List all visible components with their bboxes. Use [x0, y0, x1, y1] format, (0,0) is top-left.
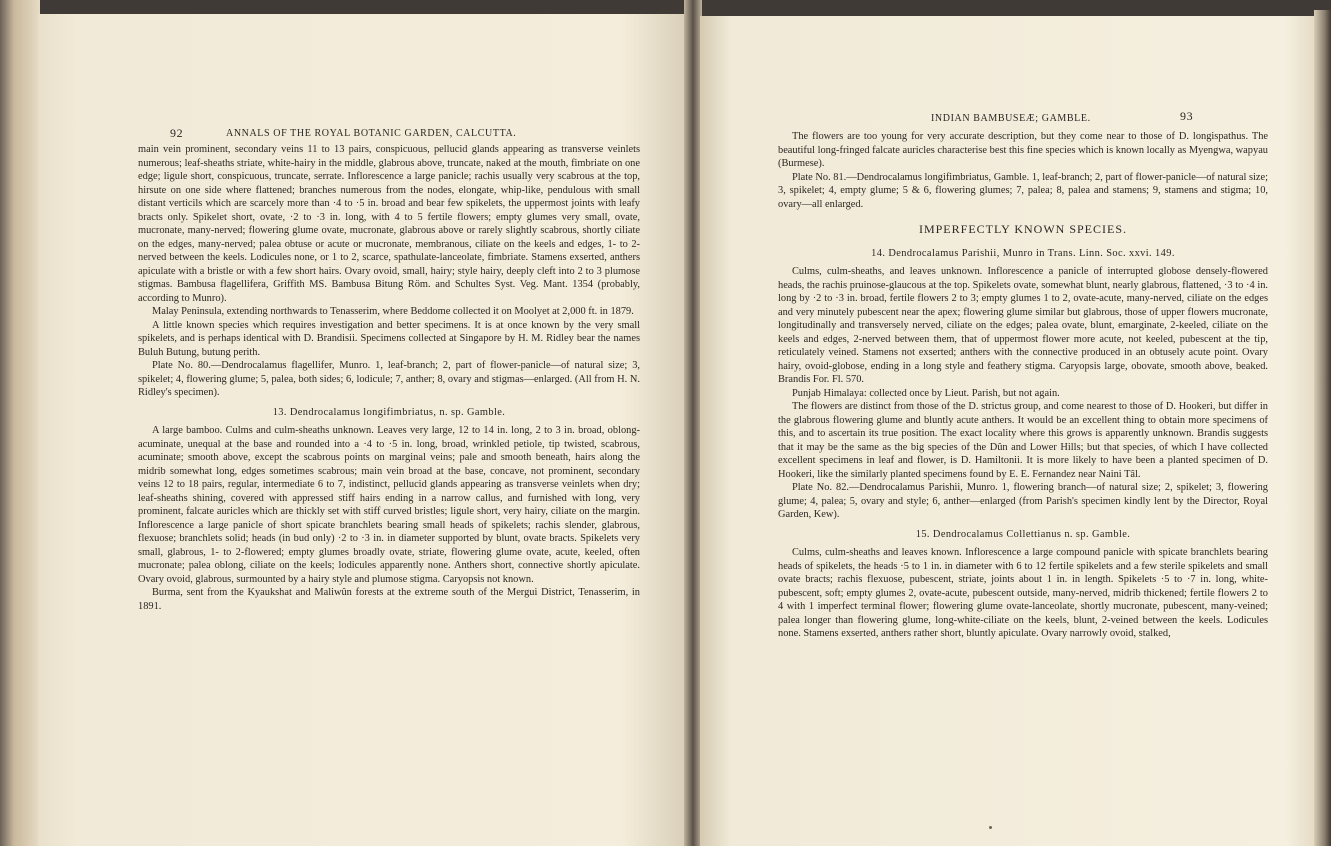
- paragraph: The flowers are too young for very accurate description, but they come near to those of D. longispathus. The beautiful long-fringed falcate auricles characterise best this fine species which is known locally as Myengwa, wapyau (Burmese).: [778, 131, 1268, 169]
- paragraph: Punjab Himalaya: collected once by Lieut. Parish, but not again.: [792, 387, 1060, 399]
- species-heading: 14. Dendrocalamus Parishii, Munro in Trans. Linn. Soc. xxvi. 149.: [871, 247, 1175, 259]
- species-heading: 13. Dendrocalamus longifimbriatus, n. sp. Gamble.: [272, 406, 506, 418]
- paragraph: Burma, sent from the Kyaukshat and Maliwûn forests at the extreme south of the Mergui District, Tenasserim, in 1891.: [138, 587, 640, 612]
- running-head-left: ANNALS OF THE ROYAL BOTANIC GARDEN, CALCUTTA.: [226, 128, 517, 139]
- running-head-right: INDIAN BAMBUSEÆ; GAMBLE.: [931, 113, 1091, 124]
- paper-fleck: [989, 826, 992, 829]
- book-binding-left: [0, 0, 40, 846]
- plate-caption: Plate No. 81.—Dendrocalamus longifimbriatus, Gamble. 1, leaf-branch; 2, part of flower-panicle—of natural size; 3, spikelet; 4, empty glume; 5 & 6, flowering glumes; 7, palea; 8, palea and stamens; 9, stamens and stigma; 10, ovary—all enlarged.: [778, 171, 1268, 210]
- paragraph: A little known species which requires investigation and better specimens. It is at once known by the very small spikelets, and is perhaps identical with D. Brandisii. Specimens collected at Singapore by H. M. Ridley bear the names Buluh Butung, butung perith.: [138, 319, 640, 358]
- plate-caption: Plate No. 82.—Dendrocalamus Parishii, Munro. 1, flowering branch—of natural size; 2, spikelet; 3, flowering glume; 4, palea; 5, ovary and style; 6, anther—enlarged (from Parish's specimen kindly lent by the Director, Royal Garden, Kew).: [778, 482, 1268, 520]
- paragraph: A large bamboo. Culms and culm-sheaths unknown. Leaves very large, 12 to 14 in. long, 2 to 3 in. broad, oblong-acuminate, unequal at the base and rounded into a ·4 to ·5 in. long, broad, wrinkled petiole, tip twisted, scabrous, acuminate; smooth above, except the scabrous points on marginal veins; pale and smooth beneath, hairs along the midrib somewhat long, edges sometimes scabrous; main vein broad at the base, concave, not prominent, secondary veins 12 to 18 pairs, regular, intermediate 6 to 7, indistinct, pellucid glands appearing as transverse veinlets when dry; leaf-sheaths shining, covered with appressed stiff hairs ending in a narrow callus, and furnished with long, very prominent, falcate auricles which are thickly set with stiff curved bristles; ligule short, very hairy, ciliate on the margin. Inflorescence a large panicle of short spicate branchlets bearing small heads of spikelets; rachis slender, glabrous, flexuose; branchlets solid; heads (in bud only) ·2 to ·3 in. in diameter supported by blunt, ovate bracts. Spikelets very small, glabrous, 1- to 2-flowered; empty glumes broadly ovate, striate, flowering glume ovate, acute, keeled, often mucronate; palea oblong, ciliate on the keels; lodicules apparently none. Anthers short, connective shortly apiculate. Ovary ovoid, glabrous, surmounted by a hairy style and plumose stigma. Caryopsis not known.: [138, 425, 640, 585]
- plate-caption: Plate No. 80.—Dendrocalamus flagellifer, Munro. 1, leaf-branch; 2, part of flower-panicle—of natural size; 3, spikelet; 4, flowering glume; 5, palea, both sides; 6, lodicule; 7, anther; 8, ovary and stigmas—enlarged. (All from H. N. Ridley's specimen).: [138, 360, 640, 398]
- section-heading: IMPERFECTLY KNOWN SPECIES.: [918, 222, 1128, 236]
- right-text-column: [778, 130, 1268, 641]
- right-page: [700, 16, 1317, 846]
- paragraph: The flowers are distinct from those of the D. strictus group, and come nearest to those of D. Hookeri, but differ in the glabrous flowering glume and bluntly acute anthers. It would be an excellent thing to obtain more specimens of this, and to ascertain its true position. The exact locality where this grows is apparently unknown. Brandis suggests that it may be the same as the big species of the Dûn and Lower Hills; but that species, of which I have collected excellent specimens in leaf and flower, is D. Hamiltonii. It is more likely to have been a planted specimen of D. Hookeri, like the similarly planted specimens found by E. E. Fernandez near Naini Tâl.: [778, 401, 1268, 480]
- paragraph: Culms, culm-sheaths, and leaves unknown. Inflorescence a panicle of interrupted globose densely-flowered heads, the rachis pruinose-glaucous at the top. Spikelets ovate, somewhat blunt, nearly glabrous, flattened, ·3 to ·4 in. long by ·2 to ·3 in. broad, fertile flowers 2 to 3; empty glumes 1 to 2, ovate-acute, many-nerved, ciliate on the edges and very minutely pubescent near the apex; flowering glume similar but glabrous, those of upper flowers mucronate, longitudinally and transversely nerved, ciliate on the edges; palea ovate, blunt, emarginate, 2-keeled, ciliate on the keels and edges, 2-nerved between them, that of uppermost flower more acute, not keeled, pubescent at the tip, reticulately veined. Stamens not exserted; anthers with the connective produced in an obtusely acute point. Ovary hairy, ovoid-globose, ending in a long style and feathery stigma. Caryopsis large, obovate, smooth above, beaked. Brandis For. Fl. 570.: [778, 266, 1268, 385]
- species-heading: 15. Dendrocalamus Collettianus n. sp. Gamble.: [915, 528, 1131, 540]
- paragraph: main vein prominent, secondary veins 11 to 13 pairs, conspicuous, pellucid glands appearing as transverse veinlets numerous; leaf-sheaths striate, white-hairy in the middle, glabrous above, truncate, naked at the mouth, fimbriate on one edge; ligule short, conspicuous, truncate, serrate. Inflorescence a large panicle; rachis usually very scabrous at the top, hirsute on one side where flattened; branches numerous from the nodes, elongate, whip-like, pendulous with small distant verticils which are scarcely more than ·4 to ·5 in. broad and bear few spikelets, the uppermost joints with leafy bracts only. Spikelet short, ovate, ·2 to ·3 in. long, with 4 to 5 fertile flowers; empty glumes very small, ovate, mucronate, many-nerved; flowering glume ovate, mucronate, glabrous above or rarely slightly scabrous, shortly ciliate on the edges, many-nerved; palea obtuse or acute or mucronate, membranous, ciliate on the keels and edges, 1- to 2-nerved between the keels. Lodicules none, or 1 to 2, scarce, spathulate-lanceolate, fimbriate. Stamens exserted, anthers apiculate with a bristle or with a few short hairs. Ovary ovoid, small, hairy; style hairy, deeply cleft into 2 to 3 plumose stigmas. Bambusa flagellifera, Griffith MS. Bambusa Bitung Röm. and Schultes Syst. Veg. Mant. 1354 (probably, according to Munro).: [138, 144, 640, 304]
- book-edge-right: [1314, 10, 1331, 846]
- page-number-right: 93: [1180, 109, 1194, 123]
- paragraph: Culms, culm-sheaths and leaves known. Inflorescence a large compound panicle with spicate branchlets bearing heads of spikelets, the heads ·5 to 1 in. in diameter with 6 to 12 fertile spikelets and a few sterile spikelets and small ovate bracts; rachis flexuose, pubescent, striate, joints about 1 in. in length. Spikelets ·5 to ·7 in. long, white-pubescent, soft; empty glumes 2, ovate-acute, pubescent outside, many-nerved, midrib thickened; fertile flowers 2 to 4 with 1 imperfect terminal flower; flowering glume ovate-lanceolate, shortly mucronate, pubescent, many-veined; palea longer than flowering glume, long-white-ciliate on the keels, blunt, 2-veined between the keels. Lodicules none. Stamens exserted, anthers rather short, bluntly apiculate. Ovary narrowly ovoid, stalked,: [778, 547, 1268, 639]
- left-text-column: [138, 143, 640, 613]
- left-page: [38, 14, 686, 846]
- page-number-left: 92: [170, 126, 184, 140]
- paragraph: Malay Peninsula, extending northwards to Tenasserim, where Beddome collected it on Moolyet at 2,000 ft. in 1879.: [152, 306, 634, 317]
